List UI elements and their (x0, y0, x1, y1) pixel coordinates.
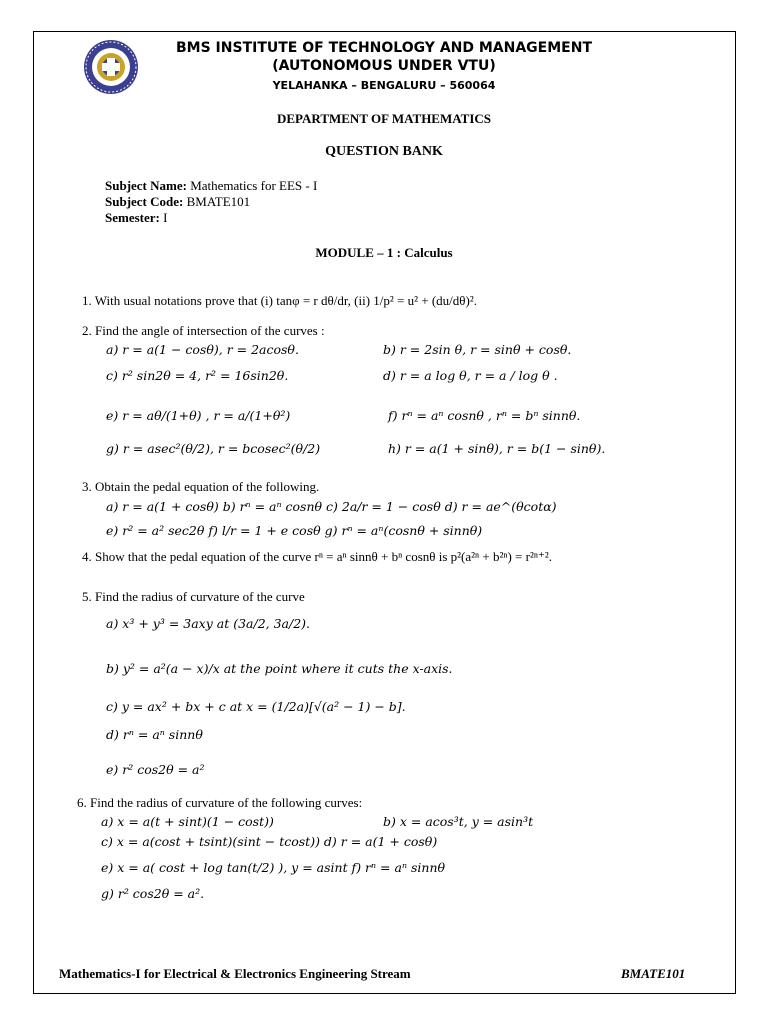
subject-name-label: Subject Name: (105, 178, 187, 193)
q6-part-a: a) x = a(t + sint)(1 − cost)) (101, 814, 274, 829)
q6-part-e: e) x = a( cost + log tan(t/2) ), y = asint f) rⁿ = aⁿ sinnθ (101, 860, 446, 875)
question-2: 2. Find the angle of intersection of the curves : (82, 323, 325, 338)
question-4: 4. Show that the pedal equation of the curve rⁿ = aⁿ sinnθ + bⁿ cosnθ is p²(a²ⁿ + b²ⁿ) = r²ⁿ⁺². (82, 549, 552, 564)
institute-name: BMS INSTITUTE OF TECHNOLOGY AND MANAGEMENT (176, 40, 592, 56)
subject-code (105, 194, 250, 210)
autonomous-line: (AUTONOMOUS UNDER VTU) (272, 58, 496, 74)
q5-part-b: b) y² = a²(a − x)/x at the point where it cuts the x-axis. (106, 661, 453, 676)
subject-code-value: BMATE101 (183, 194, 251, 209)
question-6: 6. Find the radius of curvature of the following curves: (77, 795, 363, 810)
document-title: QUESTION BANK (325, 144, 443, 159)
question-3: 3. Obtain the pedal equation of the following. (82, 479, 320, 494)
department-line: DEPARTMENT OF MATHEMATICS (276, 111, 492, 126)
q6-part-b: b) x = acos³t, y = asin³t (383, 814, 534, 829)
q2-part-b: b) r = 2sin θ, r = sinθ + cosθ. (383, 342, 572, 357)
subject-name (105, 178, 317, 194)
q2-part-g: g) r = asec²(θ/2), r = bcosec²(θ/2) (106, 441, 321, 456)
q5-part-d: d) rⁿ = aⁿ sinnθ (106, 727, 203, 742)
semester-label: Semester: (105, 210, 160, 225)
subject-code-label: Subject Code: (105, 194, 184, 209)
q2-part-h: h) r = a(1 + sinθ), r = b(1 − sinθ). (388, 441, 606, 456)
q5-part-e: e) r² cos2θ = a² (106, 762, 205, 777)
footer-code: BMATE101 (621, 966, 686, 981)
q5-part-c: c) y = ax² + bx + c at x = (1/2a)[√(a² − 1) − b]. (106, 699, 406, 714)
question-5: 5. Find the radius of curvature of the curve (82, 589, 305, 604)
question-1: 1. With usual notations prove that (i) tanφ = r dθ/dr, (ii) 1/p² = u² + (du/dθ)². (82, 293, 477, 308)
footer-course: Mathematics-I for Electrical & Electronics Engineering Stream (59, 966, 411, 981)
q6-part-g: g) r² cos2θ = a². (101, 886, 205, 901)
location-line: YELAHANKA – BENGALURU – 560064 (272, 79, 496, 92)
q5-part-a: a) x³ + y³ = 3axy at (3a/2, 3a/2). (106, 616, 311, 631)
q2-part-a: a) r = a(1 − cosθ), r = 2acosθ. (106, 342, 299, 357)
q3-line-2: e) r² = a² sec2θ f) l/r = 1 + e cosθ g) rⁿ = aⁿ(cosnθ + sinnθ) (106, 523, 483, 538)
q2-part-d: d) r = a log θ, r = a / log θ . (383, 368, 558, 383)
q3-line-1: a) r = a(1 + cosθ) b) rⁿ = aⁿ cosnθ c) 2a/r = 1 − cosθ d) r = ae^(θcotα) (106, 499, 557, 514)
module-title: MODULE – 1 : Calculus (315, 245, 453, 260)
semester-value: I (159, 210, 168, 225)
semester (105, 210, 167, 226)
q2-part-c: c) r² sin2θ = 4, r² = 16sin2θ. (106, 368, 289, 383)
q2-part-e: e) r = aθ/(1+θ) , r = a/(1+θ²) (106, 408, 291, 423)
subject-name-value: Mathematics for EES - I (186, 178, 318, 193)
q2-part-f: f) rⁿ = aⁿ cosnθ , rⁿ = bⁿ sinnθ. (388, 408, 581, 423)
q6-part-c: c) x = a(cost + tsint)(sint − tcost)) d) r = a(1 + cosθ) (101, 834, 438, 849)
